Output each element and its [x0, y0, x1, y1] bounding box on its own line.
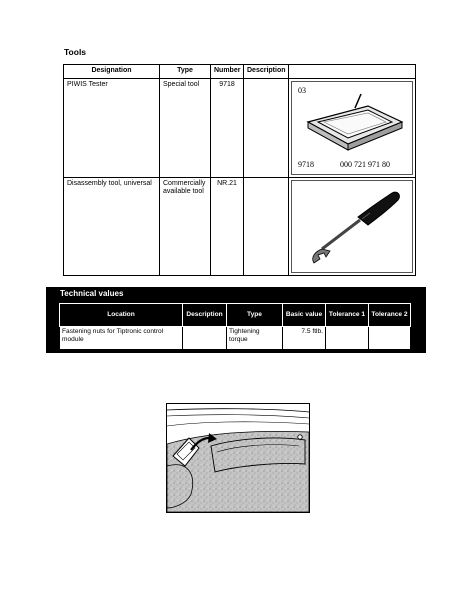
col-basic-value: Basic value: [283, 304, 326, 327]
tool-image-cell: [289, 79, 416, 178]
tech-type: Tightening torque: [227, 327, 283, 350]
col-tolerance-2: Tolerance 2: [369, 304, 411, 327]
image-label-right: 000 721 971 80: [340, 160, 390, 169]
tool-description: [244, 178, 289, 276]
col-type: Type: [160, 65, 211, 79]
image-label-top: 03: [298, 86, 306, 95]
pry-tool-icon: [300, 187, 408, 267]
tool-image-cell: [289, 178, 416, 276]
tool-designation: Disassembly tool, universal: [64, 178, 160, 276]
tech-basic-value: 7.5 ftlb.: [283, 327, 326, 350]
tech-location: Fastening nuts for Tiptronic control module: [60, 327, 183, 350]
col-description: Description: [183, 304, 227, 327]
col-designation: Designation: [64, 65, 160, 79]
technical-values-title: Technical values: [60, 289, 124, 298]
trunk-lining-arrow-illustration-icon: [167, 404, 309, 512]
col-description: Description: [244, 65, 289, 79]
table-row: [64, 178, 416, 276]
tech-tolerance-2: [369, 327, 411, 350]
piwis-tester-icon: [298, 92, 410, 158]
technical-values-table: [59, 303, 411, 350]
col-type: Type: [227, 304, 283, 327]
tools-header-row: [64, 65, 416, 79]
table-row: [64, 79, 416, 178]
tool-number: NR.21: [211, 178, 244, 276]
trunk-lining-figure: [166, 403, 310, 513]
disassembly-tool-image: [291, 180, 413, 273]
table-row: [60, 327, 411, 350]
tech-tolerance-1: [326, 327, 369, 350]
tool-type: Special tool: [160, 79, 211, 178]
piwis-tester-image: [291, 81, 413, 175]
image-label-left: 9718: [298, 160, 314, 169]
col-location: Location: [60, 304, 183, 327]
tech-description: [183, 327, 227, 350]
tools-heading: Tools: [64, 47, 87, 57]
col-image: [289, 65, 416, 79]
tool-number: 9718: [211, 79, 244, 178]
col-number: Number: [211, 65, 244, 79]
tool-type: Commercially available tool: [160, 178, 211, 276]
technical-values-panel: [46, 287, 426, 353]
tech-header-row: [60, 304, 411, 327]
tool-description: [244, 79, 289, 178]
tools-table: [63, 64, 416, 276]
tool-designation: PIWIS Tester: [64, 79, 160, 178]
col-tolerance-1: Tolerance 1: [326, 304, 369, 327]
